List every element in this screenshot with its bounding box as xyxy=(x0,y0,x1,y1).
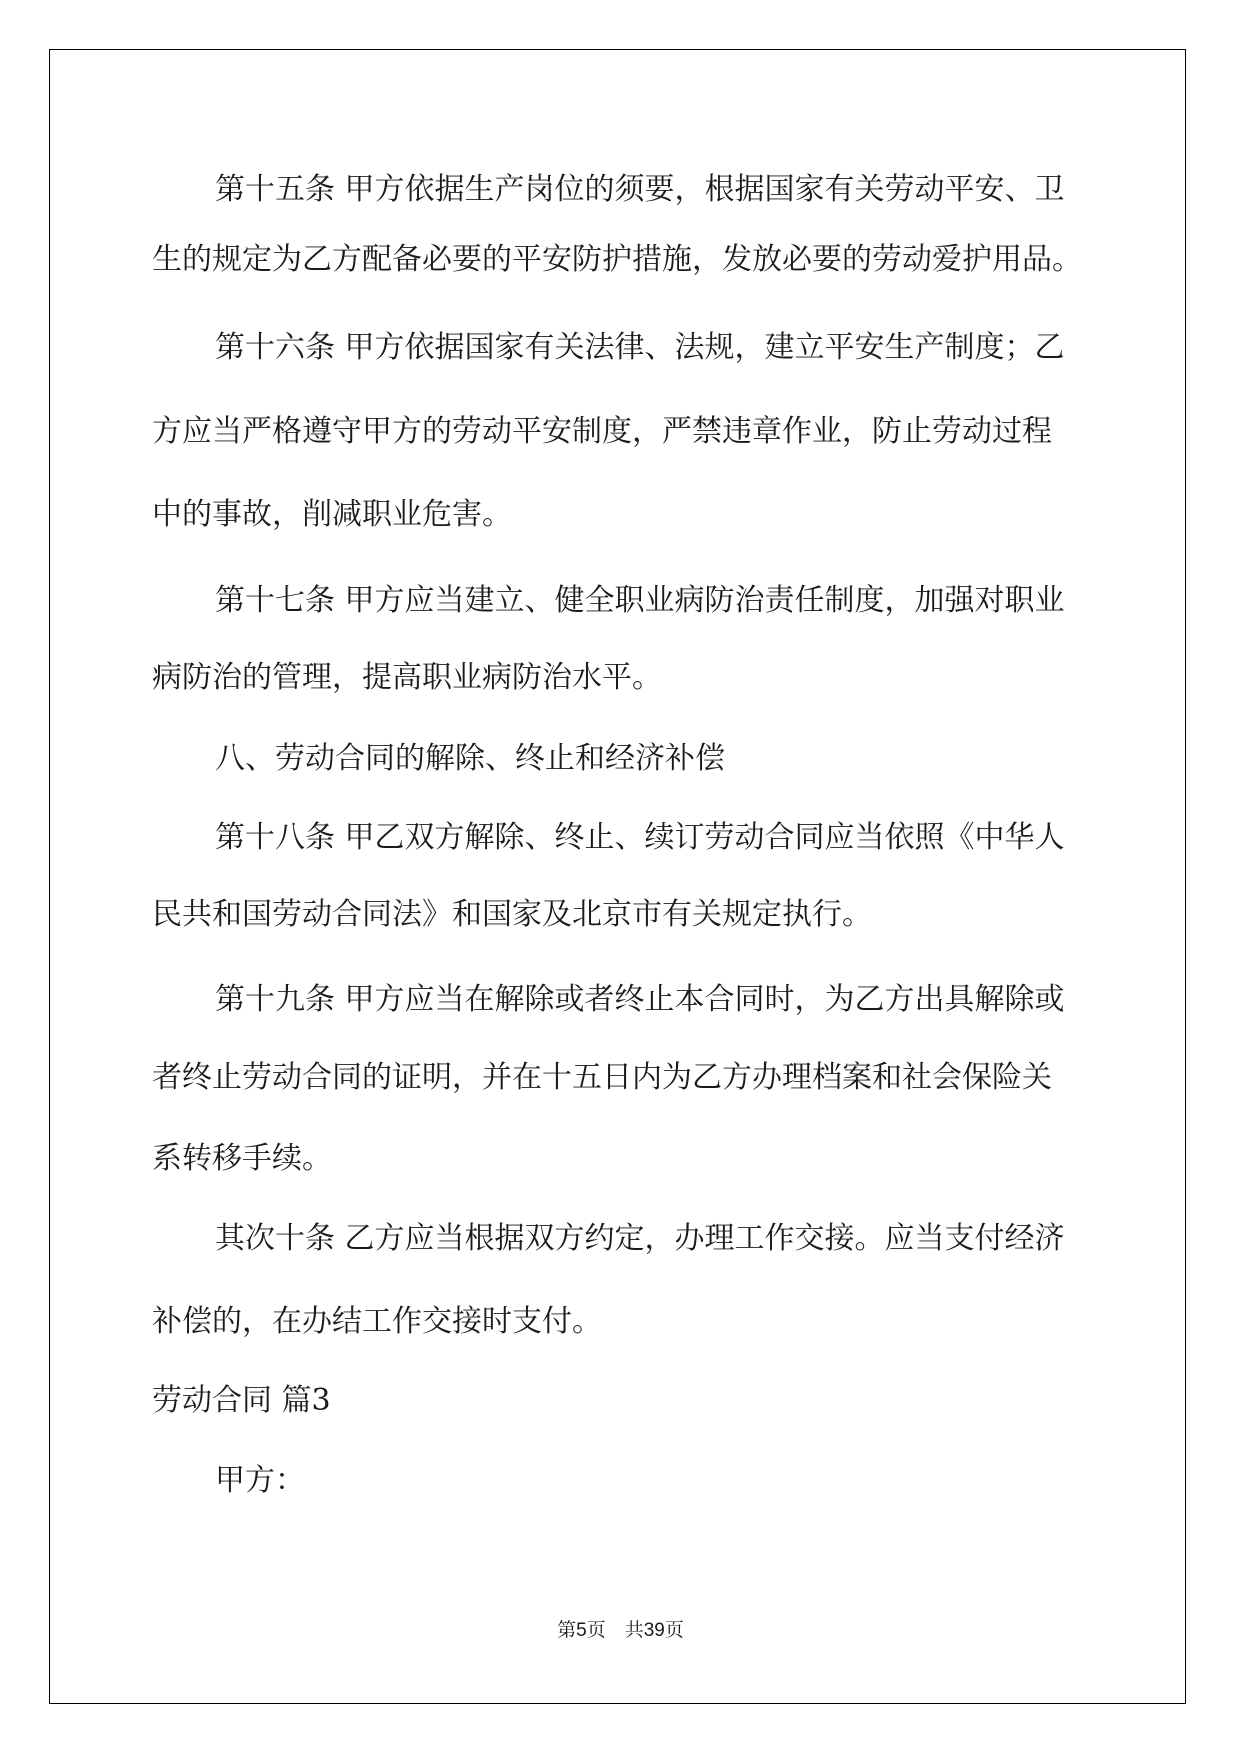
text-line: 方应当严格遵守甲方的劳动平安制度，严禁违章作业，防止劳动过程 xyxy=(152,414,1052,449)
text-line: 第十九条 甲方应当在解除或者终止本合同时，为乙方出具解除或 xyxy=(215,982,1065,1017)
text-line: 系转移手续。 xyxy=(152,1141,332,1176)
contract-title: 劳动合同 篇3 xyxy=(152,1383,331,1418)
text-line: 中的事故，削减职业危害。 xyxy=(152,497,512,532)
text-line: 第十六条 甲方依据国家有关法律、法规，建立平安生产制度；乙 xyxy=(215,330,1065,365)
footer-mid: 页 共 xyxy=(586,1619,644,1641)
text-line: 第十五条 甲方依据生产岗位的须要，根据国家有关劳动平安、卫 xyxy=(215,172,1065,207)
footer-suffix: 页 xyxy=(664,1619,684,1641)
text-line: 生的规定为乙方配备必要的平安防护措施，发放必要的劳动爱护用品。 xyxy=(152,242,1082,277)
current-page-number: 5 xyxy=(576,1620,587,1641)
text-line: 病防治的管理，提高职业病防治水平。 xyxy=(152,660,662,695)
page-footer xyxy=(0,1617,1241,1644)
party-a-label: 甲方： xyxy=(215,1463,305,1498)
text-line: 民共和国劳动合同法》和国家及北京市有关规定执行。 xyxy=(152,897,872,932)
total-pages-number: 39 xyxy=(643,1620,665,1641)
text-line: 第十八条 甲乙双方解除、终止、续订劳动合同应当依照《中华人 xyxy=(215,820,1065,855)
section-heading: 八、劳动合同的解除、终止和经济补偿 xyxy=(215,741,725,776)
text-line: 者终止劳动合同的证明，并在十五日内为乙方办理档案和社会保险关 xyxy=(152,1060,1052,1095)
footer-prefix: 第 xyxy=(557,1619,577,1641)
text-line: 其次十条 乙方应当根据双方约定，办理工作交接。应当支付经济 xyxy=(215,1221,1065,1256)
page-frame xyxy=(49,49,1186,1704)
text-line: 补偿的，在办结工作交接时支付。 xyxy=(152,1304,602,1339)
text-line: 第十七条 甲方应当建立、健全职业病防治责任制度，加强对职业 xyxy=(215,583,1065,618)
